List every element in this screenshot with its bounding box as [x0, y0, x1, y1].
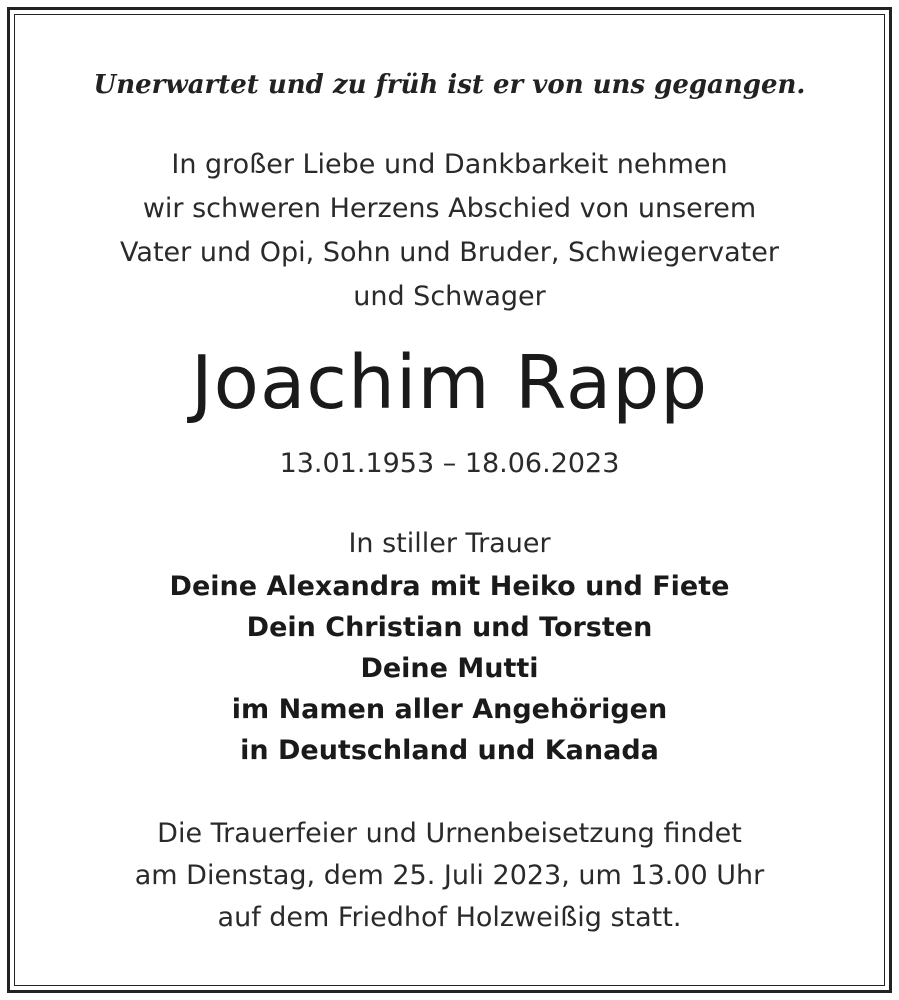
family-line: Dein Christian und Torsten — [246, 612, 653, 643]
intro-line: In großer Liebe und Dankbarkeit nehmen — [171, 149, 728, 180]
family-line: im Namen aller Angehörigen — [231, 694, 668, 725]
mourning-phrase: In stiller Trauer — [348, 528, 551, 559]
family-line: in Deutschland und Kanada — [240, 735, 659, 766]
intro-line: wir schweren Herzens Abschied von unserem — [142, 193, 757, 224]
family-line: Deine Mutti — [360, 653, 539, 684]
family-list — [0, 566, 899, 771]
family-line: Deine Alexandra mit Heiko und Fiete — [169, 571, 730, 602]
service-line: am Dienstag, dem 25. Juli 2023, um 13.00 Uhr — [134, 860, 765, 891]
headline: Unerwartet und zu früh ist er von uns gegangen. — [93, 70, 806, 100]
intro-text — [0, 143, 899, 319]
life-dates: 13.01.1953 – 18.06.2023 — [279, 448, 620, 479]
intro-line: und Schwager — [353, 281, 546, 312]
intro-line: Vater und Opi, Sohn und Bruder, Schwiegervater — [120, 237, 779, 268]
service-info — [0, 813, 899, 939]
service-line: auf dem Friedhof Holzweißig statt. — [217, 902, 682, 933]
deceased-name: Joachim Rapp — [190, 340, 709, 426]
service-line: Die Trauerfeier und Urnenbeisetzung findet — [157, 818, 742, 849]
